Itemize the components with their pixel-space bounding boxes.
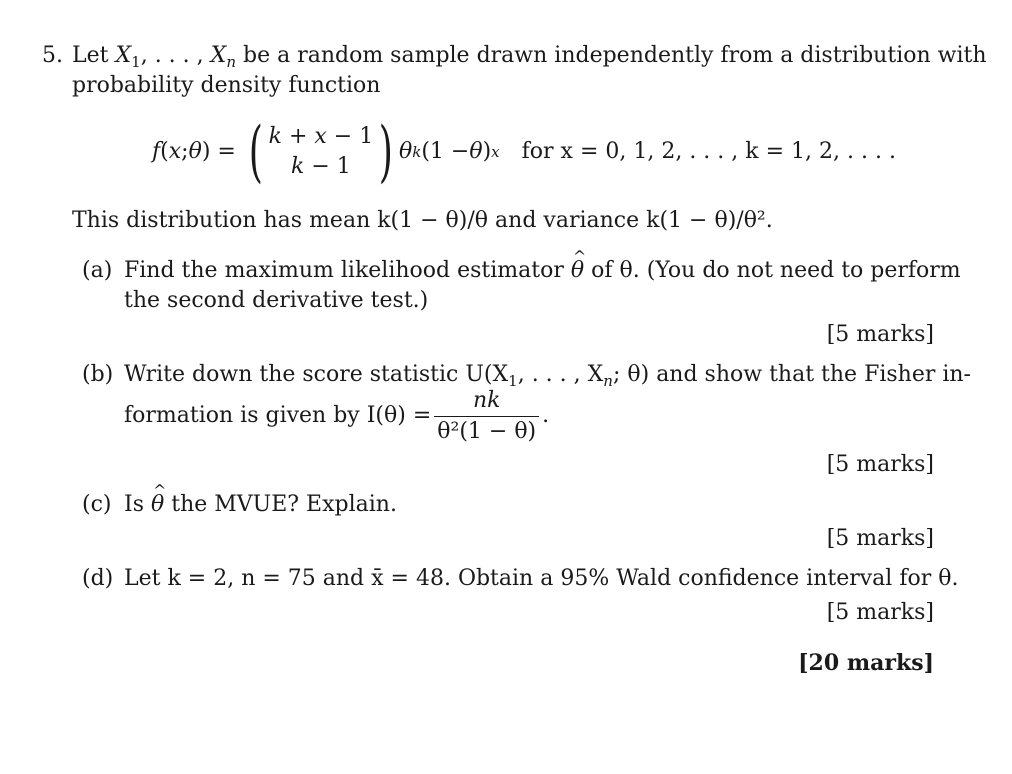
- part-b-line1: Write down the score statistic $U(X_1$, . . . , $X_n$; θ) and show that the Fisher in-: [124, 362, 971, 390]
- total-marks: [20 marks]: [798, 650, 934, 676]
- binomial-coefficient: ( k + x − 1 k − 1 ): [248, 113, 394, 190]
- part-a-marks: [5 marks]: [826, 322, 934, 347]
- part-b-line2: formation is given by I(θ) = $\frac{nk}{\text{θ²(1 − θ)}}$ .: [124, 386, 549, 446]
- moments-statement: This distribution has mean k(1 − θ)/θ and variance k(1 − θ)/θ².: [72, 208, 773, 233]
- question-number: 5.: [42, 43, 63, 68]
- part-c-text: Is ^ θ the MVUE? Explain.: [124, 490, 397, 520]
- part-c-text-post: the MVUE? Explain.: [171, 492, 397, 517]
- part-d-label: (d): [82, 566, 114, 591]
- part-a-line2: the second derivative test.): [124, 288, 429, 313]
- fisher-information-fraction: [434, 386, 539, 447]
- part-b-marks: [5 marks]: [826, 452, 934, 477]
- fraction-numerator: nk: [472, 387, 501, 413]
- part-c-marks: [5 marks]: [826, 526, 934, 551]
- part-c-text-pre: Is: [124, 492, 144, 517]
- intro-post: be a random sample drawn independently from a distribution with: [242, 43, 987, 68]
- part-a-line1-post: of θ. (You do not need to perform: [591, 258, 961, 283]
- question-intro: Let $X_1$, . . . , $X_n$ be a random sample drawn independently from a distribution with: [72, 43, 987, 71]
- part-b-line1-post: ; θ) and show that the Fisher in-: [612, 362, 971, 387]
- part-b-line2-pre: formation is given by I(θ) =: [124, 403, 432, 428]
- part-b-line1-pre: Write down the score statistic U(X: [124, 362, 509, 387]
- part-c-label: (c): [82, 492, 112, 517]
- part-a-line1: Find the maximum likelihood estimator ^ θ of θ. (You do not need to perform: [124, 256, 961, 286]
- intro-pre: Let: [72, 43, 109, 68]
- part-d-text: Let k = 2, n = 75 and x̄ = 48. Obtain a 95% Wald confidence interval for θ.: [124, 566, 959, 591]
- part-d-marks: [5 marks]: [826, 600, 934, 625]
- part-b-line1-mid: , . . . , X: [517, 362, 604, 387]
- pdf-support: for x = 0, 1, 2, . . . , k = 1, 2, . . . .: [521, 139, 896, 164]
- pdf-formula: f ( x ; θ ) = ( k + x − 1 k − 1 ) θ k (1 − θ ) x for x = 0, 1, 2, . . . , k = 1, 2, . . . .: [152, 113, 896, 190]
- part-b-label: (b): [82, 362, 114, 387]
- part-a-label: (a): [82, 258, 113, 283]
- part-a-line1-pre: Find the maximum likelihood estimator: [124, 258, 564, 283]
- fraction-denominator: θ²(1 − θ): [434, 416, 539, 447]
- question-intro-line2: probability density function: [72, 73, 381, 98]
